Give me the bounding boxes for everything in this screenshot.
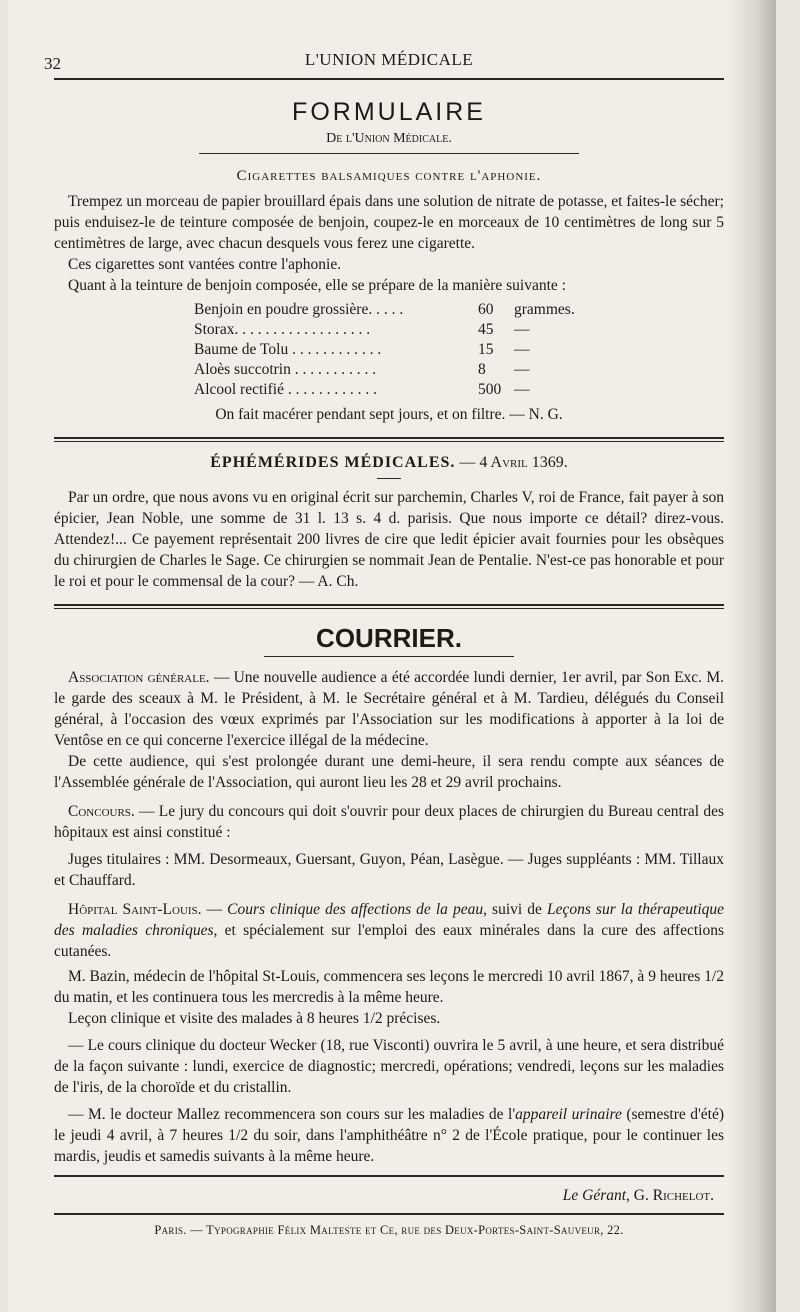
course-title: Cours clinique des affections de la peau [227,901,484,918]
unit: — [514,321,530,338]
recipe-row [194,360,724,380]
divider [199,153,579,154]
paragraph-lead: Concours. [68,803,135,820]
paragraph-text: — M. le docteur Mallez recommencera son cours sur les maladies de l' [68,1106,516,1123]
course-title: Leçons sur la thérapeutique des maladies chroniques [54,901,725,939]
closing-line: On fait macérer pendant sept jours, et on filtre. — N. G. [215,406,563,423]
formulaire-section [54,98,724,425]
paragraph: De cette audience, qui s'est prolongée durant une demi-heure, il sera rendu compte aux séances de l'Assemblée générale de l'Association, qui auront lieu les 28 et 29 avril prochains. [54,753,724,791]
paragraph-text: , suivi de [483,901,547,918]
signature-role: Le Gérant, [562,1187,630,1204]
paragraph-text: (semestre d'été) le jeudi 4 avril, à 7 heures 1/2 du soir, dans l'amphithéâtre n° 2 de l'École pratique, pour le continuer les mardis, jeudis et samedis suivants à la même heure. [54,1106,725,1165]
paragraph: Leçon clinique et visite des malades à 8 heures 1/2 précises. [68,1010,441,1027]
ephemerides-section [54,454,724,592]
paragraph: Par un ordre, que nous avons vu en original écrit sur parchemin, Charles V, roi de France, fait payer à son épicier, Jean Noble, une somme de 31 l. 13 s. 4 d. parisis. Que nous importe ce détail? direz-vous. Attendez!... Ce payement représentait 200 livres de cire que ledit épicier avait fournies pour les obsèques du chirurgien de Charles le Sage. Ce chirurgien se nommait Jean de Pentalie. N'est-ce pas honorable et pour le roi et pour le commensal de la cour? — A. Ch. [54,489,724,590]
paragraph-lead: Association générale. [68,669,210,686]
unit: — [514,381,530,398]
formulaire-subtitle: De l'Union Médicale. [326,131,452,146]
page-number: 32 [44,54,61,73]
ingredient: Benjoin en poudre grossière. . . . . [194,301,404,318]
quantity: 15 [478,341,494,358]
quantity: 8 [478,361,486,378]
paragraph-text: — Une nouvelle audience a été accordée lundi dernier, 1er avril, par Son Exc. M. le garde des sceaux à M. le Président, à M. le Secrétaire général et à M. Tardieu, délégués du Conseil général, à l'occasion des vœux exprimés par l'Association sur les modifications à apporter à la loi de Ventôse en ce qui concerne l'exercice illégal de la médecine. [54,669,724,749]
recipe-row [194,340,724,360]
paragraph: Juges titulaires : MM. Desormeaux, Guersant, Guyon, Péan, Lasègue. — Juges suppléants : MM. Tillaux et Chauffard. [54,851,724,889]
divider [264,656,514,657]
paragraph: — Le cours clinique du docteur Wecker (18, rue Visconti) ouvrira le 5 avril, à une heure, et sera distribué de la façon suivante : lundi, exercice de diagnostic; mercredi, opérations; vendredi, leçons sur les maladies de l'iris, de la choroïde et du cristallin. [54,1037,724,1096]
article-title: Cigarettes balsamiques contre l'aphonie. [236,168,542,184]
page-edge [728,0,776,1312]
ephemerides-title: ÉPHÉMÉRIDES MÉDICALES. [210,454,456,471]
ingredient: Alcool rectifié . . . . . . . . . . . . [194,381,377,398]
ingredient: Storax. . . . . . . . . . . . . . . . . . [194,321,371,338]
formulaire-title: FORMULAIRE [292,98,486,126]
paragraph [54,899,724,962]
quantity: 500 [478,381,502,398]
paragraph: Ces cigarettes sont vantées contre l'aphonie. [68,256,342,273]
course-title: appareil urinaire [515,1106,622,1123]
paragraph: Quant à la teinture de benjoin composée, elle se prépare de la manière suivante : [68,277,566,294]
unit: — [514,341,530,358]
unit: grammes. [514,301,575,318]
recipe-list [194,300,724,400]
paragraph-lead: Hôpital Saint-Louis. [68,901,202,918]
paragraph-text: , et spécialement sur l'emploi des eaux minérales dans la cure des affections cutanées. [54,922,724,960]
unit: — [514,361,530,378]
divider [377,478,401,479]
section-divider [54,1175,724,1177]
quantity: 60 [478,301,494,318]
newspaper-page [8,0,768,1312]
paragraph-text: — [201,901,228,918]
paragraph-text: — Le jury du concours qui doit s'ouvrir pour deux places de chirurgien du Bureau central des hôpitaux est ainsi constitué : [54,803,724,841]
recipe-row [194,320,724,340]
running-title: L'UNION MÉDICALE [304,50,474,69]
quantity: 45 [478,321,494,338]
paragraph [54,801,724,843]
ephemerides-date: — 4 Avril 1369. [459,454,568,471]
recipe-row [194,300,724,320]
ingredient: Baume de Tolu . . . . . . . . . . . . [194,341,382,358]
courrier-title: COURRIER. [316,623,462,653]
signature [54,1187,724,1205]
recipe-row [194,380,724,400]
paragraph: Trempez un morceau de papier brouillard épais dans une solution de nitrate de potasse, et faites-le sécher; puis enduisez-le de teinture composée de benjoin, coupez-le en morceaux de 10 centimètres de long sur 5 centimètres de large, avec chacun desquels vous ferez une cigarette. [54,193,724,252]
section-divider [54,437,724,442]
ephemerides-heading [54,454,724,472]
footer-divider [54,1213,724,1215]
paragraph [54,1104,724,1167]
paragraph [54,667,724,751]
paragraph: M. Bazin, médecin de l'hôpital St-Louis, commencera ses leçons le mercredi 10 avril 1867, à 9 heures 1/2 du matin, et les continuera tous les mercredis à la même heure. [54,968,724,1006]
signature-name: G. Richelot. [629,1187,714,1204]
page-header [44,0,724,80]
ingredient: Aloès succotrin . . . . . . . . . . . [194,361,377,378]
section-divider [54,604,724,609]
imprint-line: Paris. — Typographie Félix Malteste et Ce, rue des Deux-Portes-Saint-Sauveur, 22. [154,1223,624,1237]
courrier-section [54,623,724,1167]
